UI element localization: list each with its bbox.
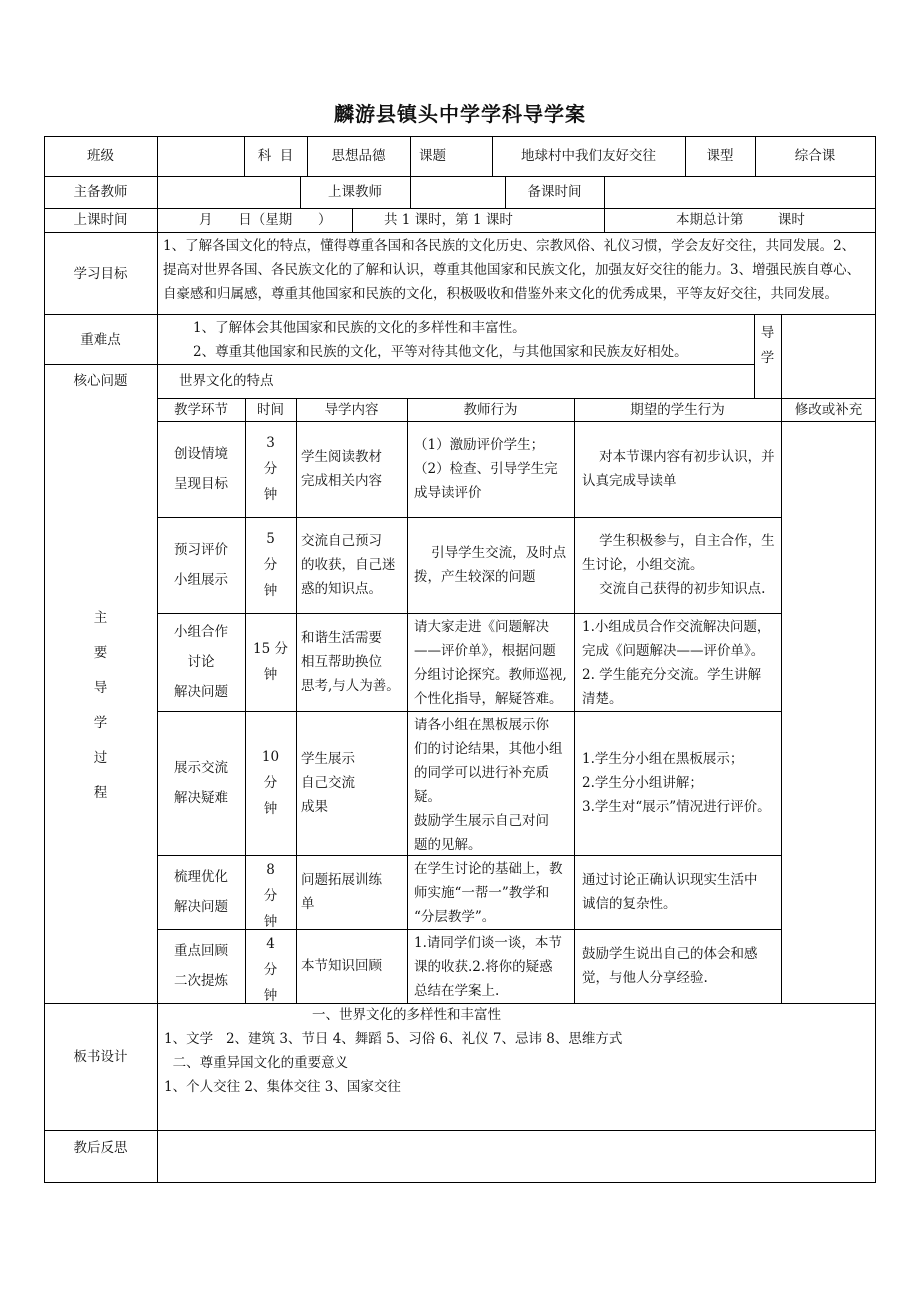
process-student-text: 3.学生对“展示”情况进行评价。 [582, 799, 771, 815]
process-teacher-text: 在学生讨论的基础上，教 [414, 861, 563, 877]
process-stage-text: 小组展示 [174, 572, 228, 588]
key-point-item: 2、尊重其他国家和民族的文化，平等对待其他文化，与其他国家和民族友好相处。 [193, 344, 688, 360]
col-header-student: 期望的学生行为 [630, 402, 725, 418]
process-time-text: 5 [266, 531, 275, 547]
process-content-text: 学生展示 [301, 751, 355, 767]
process-student-text: 交流自己获得的初步知识点. [582, 581, 766, 597]
process-time-text: 钟 [263, 487, 278, 503]
topic-label: 课题 [419, 148, 446, 164]
process-content-text: 本节知识回顾 [301, 958, 382, 974]
col-header-content: 导学内容 [324, 402, 379, 418]
process-stage-text: 梳理优化 [174, 869, 228, 885]
process-content-text: 相互帮助换位 [301, 654, 382, 670]
process-teacher-text: 们的讨论结果，其他小组 [414, 741, 563, 757]
lead-teacher-label: 主备教师 [73, 184, 128, 200]
process-time-text: 钟 [263, 801, 278, 817]
process-teacher-text: 的同学可以进行补充质 [414, 765, 549, 781]
process-stage-text: 讨论 [187, 654, 215, 670]
process-time-text: 分 [263, 962, 278, 978]
teacher-label: 上课教师 [328, 184, 382, 200]
class-time-label: 上课时间 [73, 212, 128, 228]
process-content-text: 和谐生活需要 [301, 630, 382, 646]
type-value: 综合课 [794, 148, 836, 164]
process-student-text: 诚信的复杂性。 [582, 896, 677, 912]
board-label: 板书设计 [73, 1049, 128, 1065]
board-line: 二、尊重异国文化的重要意义 [164, 1055, 349, 1071]
col-header-time: 时间 [257, 402, 284, 418]
process-student-text: 清楚。 [582, 691, 623, 707]
process-student-text: 通过讨论正确认识现实生活中 [582, 872, 758, 888]
process-student-text: 觉，与他人分享经验. [582, 970, 708, 986]
process-stage-text: 展示交流 [174, 760, 228, 776]
process-student-text: 鼓励学生说出自己的体会和感 [582, 946, 758, 962]
process-teacher-text: ——评价单》，根据问题 [414, 643, 556, 659]
lesson-plan-table [44, 136, 876, 1183]
class-date: 月 日（星期 ） [199, 212, 332, 228]
process-teacher-text: 请大家走进《问题解决 [414, 619, 549, 635]
process-teacher-text: 拨，产生较深的问题 [414, 569, 536, 585]
board-line: 1、文学 2、建筑 3、节日 4、舞蹈 5、习俗 6、礼仪 7、忌讳 8、思维方式 [164, 1031, 623, 1047]
process-content-text: 成果 [301, 799, 328, 815]
process-teacher-text: 题的见解。 [414, 837, 482, 853]
process-stage-text: 创设情境 [174, 446, 228, 462]
prep-time-label: 备课时间 [527, 184, 582, 200]
process-student-text: 认真完成导读单 [582, 473, 677, 489]
process-side-char: 要 [93, 645, 108, 661]
type-label: 课型 [706, 148, 734, 164]
reflection-label: 教后反思 [73, 1140, 128, 1156]
process-time-text: 8 [266, 862, 275, 878]
process-content-text: 思考,与人为善。 [301, 678, 400, 694]
core-question-value: 世界文化的特点 [179, 373, 274, 389]
process-stage-text: 小组合作 [174, 624, 228, 640]
process-side-char: 主 [93, 610, 108, 626]
process-time-text: 钟 [263, 583, 278, 599]
core-question-label: 核心问题 [73, 373, 128, 389]
process-time-text: 分 [263, 557, 278, 573]
process-stage-text: 二次提炼 [174, 973, 228, 989]
process-time-text: 3 [266, 435, 275, 451]
key-points-label: 重难点 [80, 332, 121, 348]
process-teacher-text: （1）激励评价学生； [414, 437, 545, 453]
col-header-teacher: 教师行为 [463, 402, 518, 418]
process-time-text: 钟 [263, 914, 278, 930]
process-student-text: 学生积极参与，自主合作，生 [582, 533, 775, 549]
subject-value: 思想品德 [331, 148, 386, 164]
process-side-char: 导 [93, 680, 108, 696]
process-teacher-text: 引导学生交流，及时点 [414, 545, 567, 561]
process-content-text: 学生阅读教材 [301, 449, 382, 465]
guide-label: 学 [760, 350, 775, 366]
process-content-text: 自己交流 [301, 775, 355, 791]
col-header-stage: 教学环节 [174, 402, 228, 418]
process-time-text: 15 分 [253, 641, 288, 657]
total-periods: 本期总计第 课时 [676, 212, 805, 228]
process-teacher-text: 请各小组在黑板展示你 [414, 717, 549, 733]
process-teacher-text: 总结在学案上. [414, 983, 500, 999]
process-side-char: 程 [93, 785, 108, 801]
period-text: 共 1 课时，第 1 课时 [384, 212, 513, 228]
key-point-item: 1、了解体会其他国家和民族的文化的多样性和丰富性。 [193, 320, 526, 336]
process-teacher-text: （2）检查、引导学生完 [414, 461, 558, 477]
process-teacher-text: 鼓励学生展示自己对问 [414, 813, 549, 829]
process-content-text: 的收获，自己迷 [301, 557, 396, 573]
objectives-line: 自豪感和归属感，尊重其他国家和民族的文化，积极吸收和借鉴外来文化的优秀成果，平等友好交往，共同发展。 [163, 286, 838, 302]
process-content-text: 单 [301, 896, 315, 912]
process-student-text: 对本节课内容有初步认识，并 [582, 449, 775, 465]
process-time-text: 钟 [263, 988, 278, 1004]
process-stage-text: 重点回顾 [174, 943, 228, 959]
process-stage-text: 解决疑难 [174, 790, 228, 806]
topic-value: 地球村中我们友好交往 [521, 148, 656, 164]
process-content-text: 完成相关内容 [301, 473, 382, 489]
process-time-text: 分 [263, 461, 278, 477]
objectives-line: 1、了解各国文化的特点，懂得尊重各国和各民族的文化历史、宗教风俗、礼仪习惯，学会友好交往，共同发展。2、 [163, 238, 856, 254]
process-stage-text: 解决问题 [174, 684, 228, 700]
col-header-notes: 修改或补充 [794, 402, 863, 418]
page-title: 麟游县镇头中学学科导学案 [334, 102, 586, 126]
process-time-text: 10 [261, 749, 280, 765]
process-teacher-text: 1.请同学们谈一谈，本节 [414, 935, 562, 951]
process-teacher-text: “分层教学”。 [414, 909, 496, 925]
process-time-text: 分 [263, 775, 278, 791]
board-line: 一、世界文化的多样性和丰富性 [312, 1007, 501, 1023]
objectives-line: 提高对世界各国、各民族文化的了解和认识，尊重其他国家和民族文化，加强友好交往的能力。3、增强民族自尊心、 [163, 262, 861, 278]
process-content-text: 问题拓展训练 [301, 872, 382, 888]
subject-label: 科 目 [257, 148, 294, 164]
process-teacher-text: 课的收获.2.将你的疑惑 [414, 959, 553, 975]
process-student-text: 完成《问题解决——评价单》。 [582, 643, 765, 659]
process-student-text: 2. 学生能充分交流。学生讲解 [582, 667, 762, 683]
process-student-text: 1.小组成员合作交流解决问题， [582, 619, 771, 635]
process-teacher-text: 个性化指导，解疑答难。 [414, 691, 563, 707]
process-teacher-text: 疑。 [414, 789, 441, 805]
process-student-text: 生讨论，小组交流。 [582, 557, 704, 573]
objectives-label: 学习目标 [73, 266, 128, 282]
guide-label: 导 [760, 325, 775, 341]
process-student-text: 2.学生分小组讲解； [582, 775, 703, 791]
class-label: 班级 [87, 148, 114, 164]
process-time-text: 钟 [263, 667, 278, 683]
process-teacher-text: 师实施“一帮一”教学和 [414, 885, 550, 901]
process-side-char: 学 [93, 715, 108, 731]
board-line: 1、个人交往 2、集体交往 3、国家交往 [164, 1079, 401, 1095]
process-content-text: 惑的知识点。 [301, 581, 382, 597]
process-time-text: 分 [263, 888, 278, 904]
process-side-char: 过 [93, 750, 108, 766]
process-stage-text: 呈现目标 [174, 476, 228, 492]
process-stage-text: 解决问题 [174, 899, 228, 915]
process-time-text: 4 [266, 936, 275, 952]
process-student-text: 1.学生分小组在黑板展示； [582, 751, 744, 767]
process-teacher-text: 分组讨论探究。教师巡视, [414, 667, 567, 683]
process-stage-text: 预习评价 [174, 542, 228, 558]
process-content-text: 交流自己预习 [301, 533, 382, 549]
process-teacher-text: 成导读评价 [414, 485, 482, 501]
